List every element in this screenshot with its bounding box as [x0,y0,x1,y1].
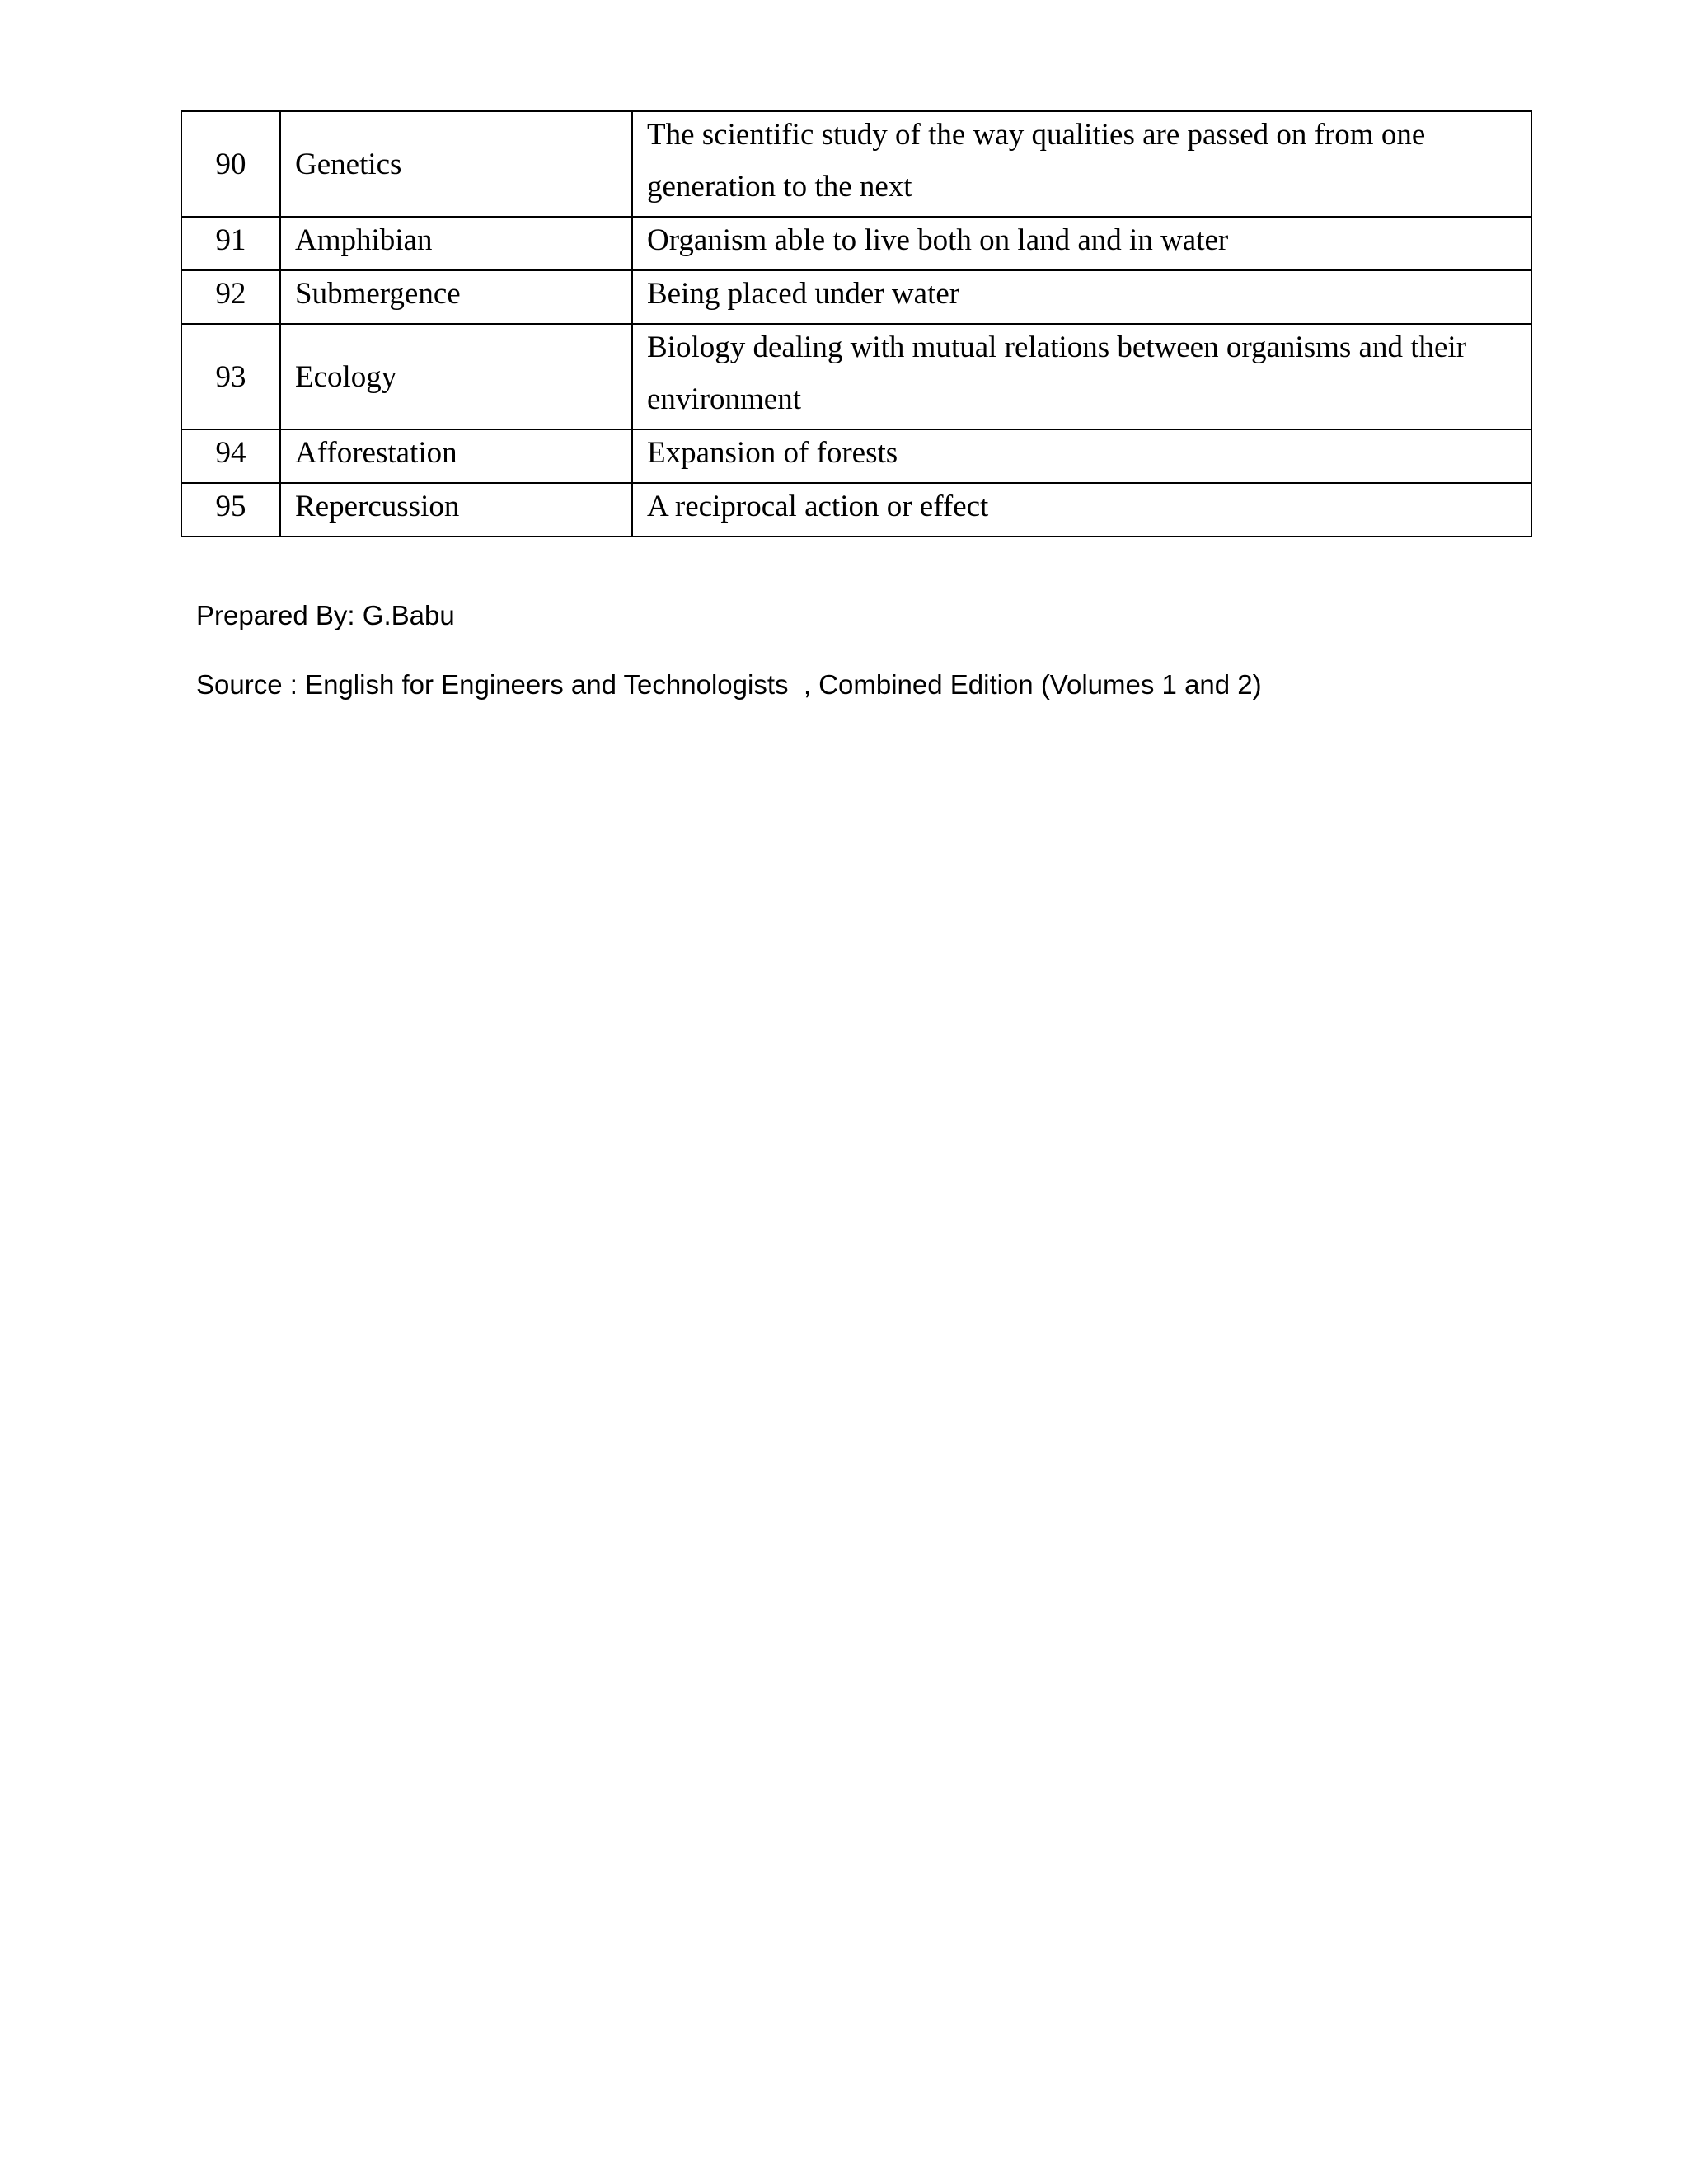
row-term: Ecology [280,324,632,429]
table-row [181,324,1531,429]
table-row [181,483,1531,537]
row-term: Amphibian [280,217,632,270]
row-definition: Biology dealing with mutual relations between organisms and their environment [632,324,1531,429]
row-term: Genetics [280,111,632,217]
row-number: 95 [181,483,280,537]
table-row [181,217,1531,270]
row-definition: Organism able to live both on land and in water [632,217,1531,270]
row-term: Submergence [280,270,632,324]
row-number: 90 [181,111,280,217]
row-number: 92 [181,270,280,324]
table-row [181,270,1531,324]
row-definition: Being placed under water [632,270,1531,324]
vocabulary-table [181,110,1532,537]
row-definition: Expansion of forests [632,429,1531,483]
row-term: Repercussion [280,483,632,537]
row-number: 94 [181,429,280,483]
source-citation: Source : English for Engineers and Technologists , Combined Edition (Volumes 1 and 2) [196,669,1262,700]
table-row [181,111,1531,217]
row-definition: A reciprocal action or effect [632,483,1531,537]
row-term: Afforestation [280,429,632,483]
table-row [181,429,1531,483]
prepared-by: Prepared By: G.Babu [196,600,455,630]
row-number: 93 [181,324,280,429]
row-number: 91 [181,217,280,270]
row-definition: The scientific study of the way qualities are passed on from one generation to the next [632,111,1531,217]
